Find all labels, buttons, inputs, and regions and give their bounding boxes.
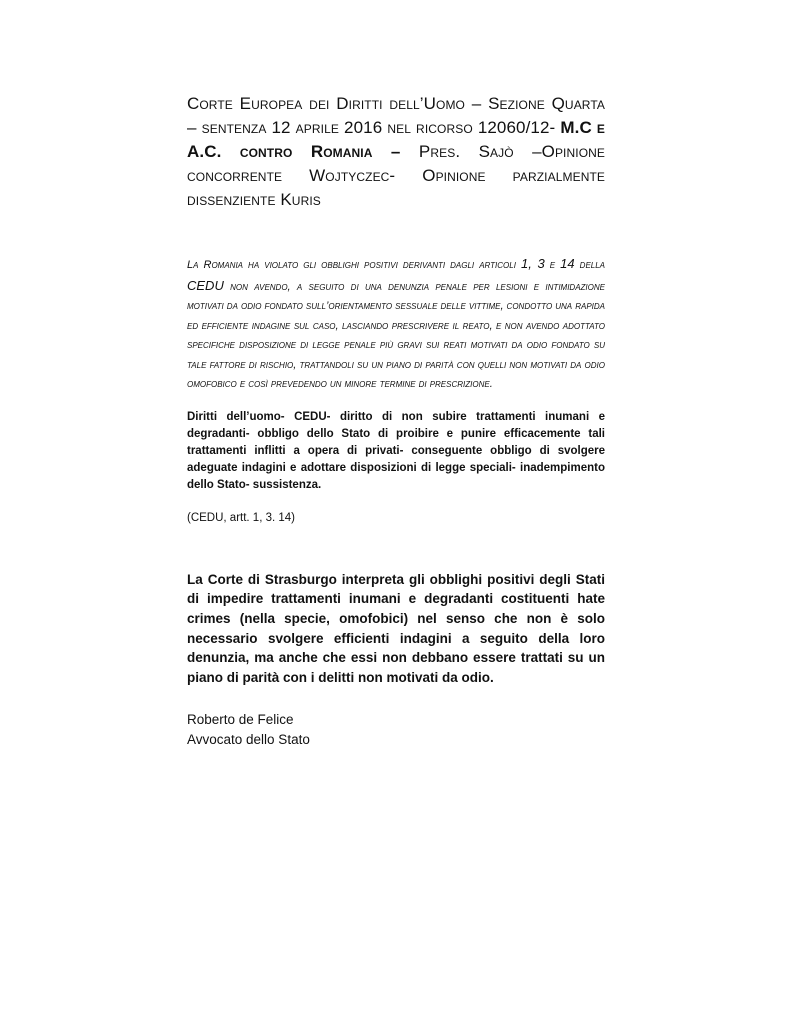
summary-text-conj: e [544,259,561,271]
title-text-continued: Pres. Sajò –Opinione concorrente Wojtyczec- Opinione parzialmente dissenziente Kuris [187,142,605,209]
document-body [187,92,605,750]
summary-cedu: CEDU [187,277,224,293]
summary-text: La Romania ha violato gli obblighi positivi derivanti dagli articoli [187,259,521,271]
summary-article-numbers: 1, 3 [521,256,545,271]
author-role: Avvocato dello Stato [187,731,310,747]
signature-block [187,710,605,750]
keywords-paragraph: Diritti dell’uomo- CEDU- diritto di non subire trattamenti inumani e degradanti- obbligo dello Stato di proibire e punire efficacemente tali trattamenti inflitti a opera di privati- conseguente obbligo di svolgere adeguate indagini e adottare disposizioni di legge speciali- inadempimento dello Stato- sussistenza. [187,410,605,492]
summary-article-14: 14 [560,256,575,271]
legal-reference: (CEDU, artt. 1, 3. 14) [187,511,296,524]
summary-text-della: della [574,259,606,271]
title-parties: M.C e A.C. contro Romania – [187,118,606,161]
case-summary [187,254,605,395]
author-name: Roberto de Felice [187,711,294,727]
document-title [187,92,605,212]
summary-text-rest: non avendo, a seguito di una denunzia penale per lesioni e intimidazione motivati da odio fondato sull’orientamento sessuale delle vittime, condotto una rapida ed efficiente indagine sul caso, lasciando prescrivere il reato, e non avendo adottato specifiche disposizione di legge penale più gravi sui reati motivati da odio fondato su tale fattore di rischio, trattandoli su un piano di parità con quelli non motivati da odio omofobico e così prevedendo un minore termine di prescrizione. [187,280,605,390]
title-text: Corte Europea dei Diritti dell’Uomo – Sezione Quarta – sentenza 12 aprile 2016 nel ricorso 12060/12- [187,94,605,137]
principle-paragraph: La Corte di Strasburgo interpreta gli obblighi positivi degli Stati di impedire trattamenti inumani e degradanti costituenti hate crimes (nella specie, omofobici) nel senso che non è solo necessario svolgere efficienti indagini a seguito della loro denunzia, ma anche che essi non debbano essere trattati su un piano di parità con i delitti non motivati da odio. [187,571,605,686]
